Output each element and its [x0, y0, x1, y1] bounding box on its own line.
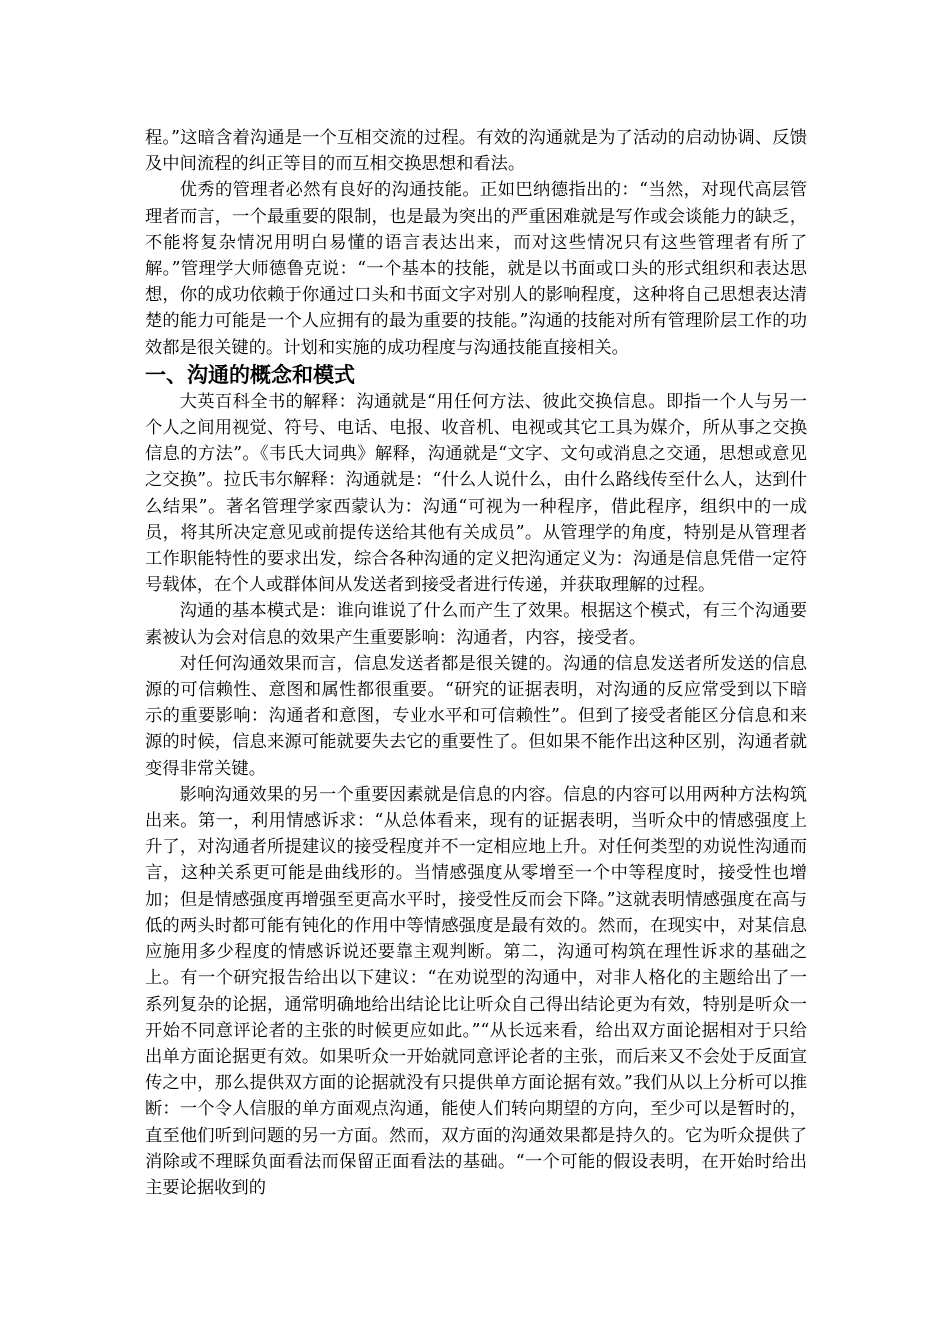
paragraph-definitions: 大英百科全书的解释：沟通就是“用任何方法、彼此交换信息。即指一个人与另一个人之间用视觉、符号、电话、电报、收音机、电视或其它工具为媒介，所从事之交换信息的方法”。《韦氏大词典》解释，沟通就是“文字、文句或消息之交通，思想或意见之交换”。拉氏韦尔解释：沟通就是：“什么人说什么，由什么路线传至什么人，达到什么结果”。著名管理学家西蒙认为：沟通“可视为一种程序，借此程序，组织中的一成员，将其所决定意见或前提传送给其他有关成员”。从管理学的角度，特别是从管理者工作职能特性的要求出发，综合各种沟通的定义把沟通定义为：沟通是信息凭借一定符号载体，在个人或群体间从发送者到接受者进行传递，并获取理解的过程。	[145, 391, 807, 596]
section-heading: 一、沟通的概念和模式	[145, 362, 355, 387]
document-page	[145, 125, 807, 1201]
paragraph-communication-skills: 优秀的管理者必然有良好的沟通技能。正如巴纳德指出的：“当然，对现代高层管理者而言，一个最重要的限制，也是最为突出的严重困难就是写作或会谈能力的缺乏，不能将复杂情况用明白易懂的语言表达出来，而对这些情况只有这些管理者有所了解。”管理学大师德鲁克说：“一个基本的技能，就是以书面或口头的形式组织和表达思想，你的成功依赖于你通过口头和书面文字对别人的影响程度，这种将自己思想表达清楚的能力可能是一个人应拥有的最为重要的技能。”沟通的技能对所有管理阶层工作的功效都是很关键的。计划和实施的成功程度与沟通技能直接相关。	[145, 180, 807, 358]
paragraph-sender: 对任何沟通效果而言，信息发送者都是很关键的。沟通的信息发送者所发送的信息源的可信赖性、意图和属性都很重要。“研究的证据表明，对沟通的反应常受到以下暗示的重要影响：沟通者和意图，专业水平和可信赖性”。但到了接受者能区分信息和来源的时候，信息来源可能就要失去它的重要性了。但如果不能作出这种区别，沟通者就变得非常关键。	[145, 653, 807, 779]
paragraph-message-content: 影响沟通效果的另一个重要因素就是信息的内容。信息的内容可以用两种方法构筑出来。第一，利用情感诉求：“从总体看来，现有的证据表明，当听众中的情感强度上升了，对沟通者所提建议的接受程度并不一定相应地上升。对任何类型的劝说性沟通而言，这种关系更可能是曲线形的。当情感强度从零增至一个中等程度时，接受性也增加；但是情感强度再增强至更高水平时，接受性反而会下降。”这就表明情感强度在高与低的两头时都可能有钝化的作用中等情感强度是最有效的。然而，在现实中，对某信息应施用多少程度的情感诉说还要靠主观判断。第二，沟通可构筑在理性诉求的基础之上。有一个研究报告给出以下建议：“在劝说型的沟通中，对非人格化的主题给出了一系列复杂的论据，通常明确地给出结论比让听众自己得出结论更为有效，特别是听众一开始不同意评论者的主张的时候更应如此。”“从长远来看，给出双方面论据相对于只给出单方面论据更有效。如果听众一开始就同意评论者的主张，而后来又不会处于反面宣传之中，那么提供双方面的论据就没有只提供单方面论据有效。”我们从以上分析可以推断：一个令人信服的单方面观点沟通，能使人们转向期望的方向，至少可以是暂时的，直至他们听到问题的另一方面。然而，双方面的沟通效果都是持久的。它为听众提供了消除或不理睬负面看法而保留正面看法的基础。“一个可能的假设表明，在开始时给出主要论据收到的	[145, 784, 807, 1198]
paragraph-basic-model: 沟通的基本模式是：谁向谁说了什么而产生了效果。根据这个模式，有三个沟通要素被认为会对信息的效果产生重要影响：沟通者，内容，接受者。	[145, 601, 807, 648]
paragraph-continuation: 程。”这暗含着沟通是一个互相交流的过程。有效的沟通就是为了活动的启动协调、反馈及中间流程的纠正等目的而互相交换思想和看法。	[145, 128, 807, 175]
